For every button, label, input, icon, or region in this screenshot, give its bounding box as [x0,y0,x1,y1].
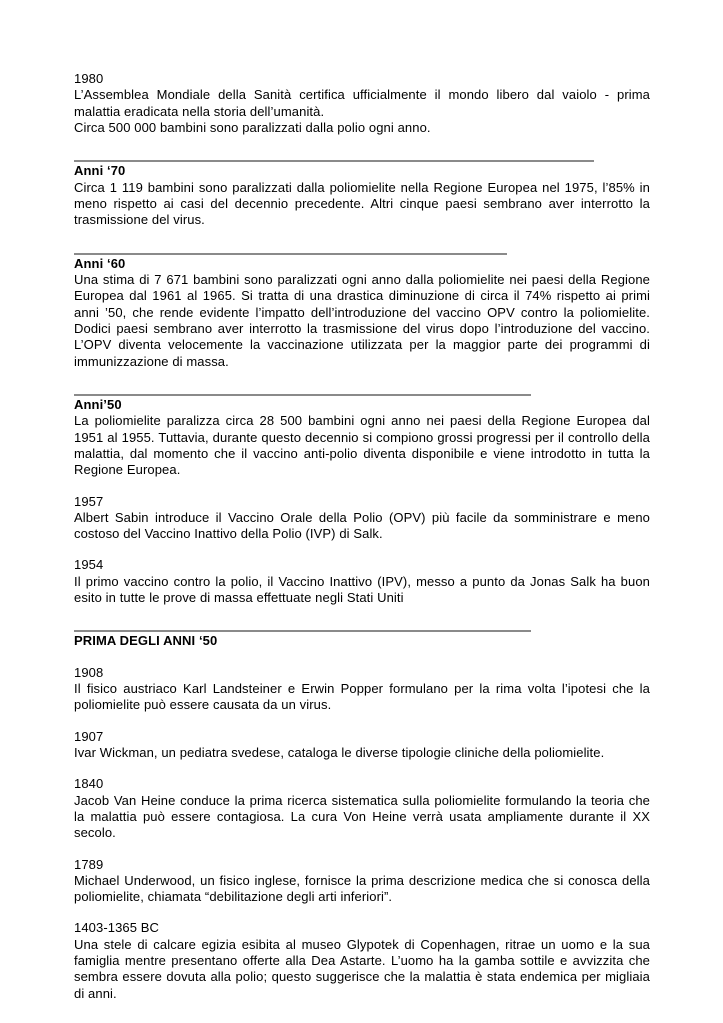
timeline-entry [74,494,650,543]
timeline-entry [74,665,650,714]
section-divider [74,394,531,396]
entry-text: Una stima di 7 671 bambini sono paralizzati ogni anno dalla poliomielite nei paesi della Regione Europea dal 1961 al 1965. Si tratta di una drastica diminuzione di circa il 74% rispetto ai primi anni ’50, che rende evidente l’impatto dell’introduzione del vaccino OPV contro la poliomielite. Dodici paesi sembrano aver interrotto la trasmissione del virus dopo l’introduzione del vaccino. L’OPV diventa velocemente la vaccinazione utilizzata per la maggior parte dei programmi di immunizzazione di massa. [74,272,650,369]
section-heading: Anni ‘60 [74,255,126,271]
entry-text: Una stele di calcare egizia esibita al museo Glypotek di Copenhagen, ritrae un uomo e la sua famiglia mentre presentano offerte alla Dea Astarte. L’uomo ha la gamba sottile e avvizzita che sembra essere dovuta alla polio; questo suggerisce che la malattia è stata endemica per migliaia di anni. [74,936,650,1001]
section-heading: PRIMA DEGLI ANNI ‘50 [74,633,218,649]
entry-text: Circa 500 000 bambini sono paralizzati dalla polio ogni anno. [74,119,431,135]
timeline-entry [74,776,650,841]
entry-year: 1789 [74,856,104,872]
timeline-section-anni-50 [74,397,650,606]
timeline-section-1980s [74,71,650,136]
entry-text: Il fisico austriaco Karl Landsteiner e Erwin Popper formulano per la rima volta l’ipotesi che la poliomielite può essere causata da un virus. [74,681,650,713]
timeline-entry [74,413,650,478]
entry-text: Circa 1 119 bambini sono paralizzati dalla poliomielite nella Regione Europea nel 1975, l’85% in meno rispetto ai casi del decennio precedente. Altri cinque paesi sembrano aver interrotto la trasmissione del virus. [74,179,650,228]
entry-text: Michael Underwood, un fisico inglese, fornisce la prima descrizione medica che si conosca della poliomielite, chiamata “debilitazione degli arti inferiori”. [74,872,650,905]
entry-text: Jacob Van Heine conduce la prima ricerca sistematica sulla poliomielite formulando la teoria che la malattia può essere contagiosa. La cura Von Heine verrà usata ampliamente durante il XX secolo. [74,792,650,841]
section-divider [74,630,531,632]
timeline-section-anni-70 [74,163,650,228]
entry-text: L’Assemblea Mondiale della Sanità certifica ufficialmente il mondo libero dal vaiolo - prima malattia eradicata nella storia dell’umanità. [74,87,650,119]
timeline-entry [74,857,650,906]
entry-text: Ivar Wickman, un pediatra svedese, cataloga le diverse tipologie cliniche della poliomielite. [74,745,605,761]
entry-year: 1908 [74,664,104,680]
timeline-section-anni-60 [74,256,650,370]
entry-text: La poliomielite paralizza circa 28 500 bambini ogni anno nei paesi della Regione Europea dal 1951 al 1955. Tuttavia, durante questo decennio si compiono grossi progressi per il controllo della malattia, dal momento che il vaccino anti-polio diventa disponibile e viene introdotto in tutta la Regione Europea. [74,413,650,478]
entry-year: 1980 [74,71,104,86]
entry-year: 1957 [74,493,104,509]
timeline-entry [74,920,650,1001]
entry-year: 1907 [74,728,104,744]
timeline-entry [74,180,650,229]
entry-year: 1954 [74,557,104,573]
section-heading: Anni ‘70 [74,163,126,179]
section-divider [74,160,594,162]
entry-year: 1840 [74,776,104,792]
timeline-entry [74,557,650,606]
entry-year: 1403-1365 BC [74,920,160,936]
section-heading: Anni’50 [74,396,122,412]
timeline-entry [74,272,650,370]
timeline-entry [74,71,650,136]
timeline-entry [74,729,650,762]
section-divider [74,253,507,255]
timeline-section-prima-anni-50 [74,633,650,1002]
entry-text: Il primo vaccino contro la polio, il Vaccino Inattivo (IPV), messo a punto da Jonas Salk ha buon esito in tutte le prove di massa effettuate negli Stati Uniti [74,573,650,606]
entry-text: Albert Sabin introduce il Vaccino Orale della Polio (OPV) più facile da somministrare e meno costoso del Vaccino Inattivo della Polio (IVP) di Salk. [74,509,650,542]
